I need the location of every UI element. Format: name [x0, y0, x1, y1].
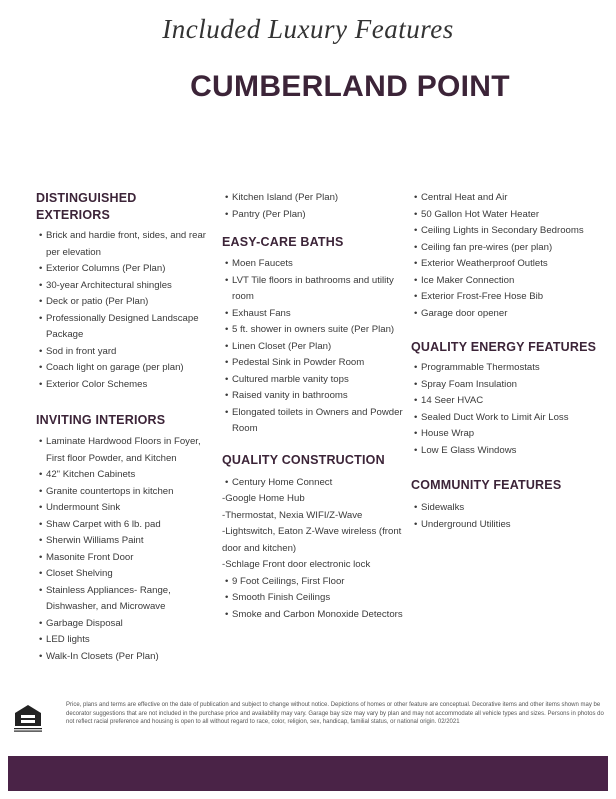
footer-bar	[8, 756, 608, 791]
construction-sub-list	[222, 491, 410, 574]
bullet-icon: •	[39, 345, 43, 357]
bullet-icon: •	[39, 634, 43, 645]
list-item-text: Sealed Duct Work to Limit Air Loss	[421, 411, 569, 423]
bullet-icon: •	[414, 428, 418, 439]
bullet-icon: •	[39, 551, 43, 563]
bullet-icon: •	[39, 485, 43, 497]
list-item-text: Exhaust Fans	[232, 307, 291, 319]
baths-list	[222, 256, 410, 438]
bullet-icon: •	[414, 362, 418, 373]
systems-list	[411, 190, 607, 322]
list-item-text: Exterior Weatherproof Outlets	[421, 258, 548, 269]
list-item	[36, 344, 214, 361]
equal-housing-icon	[14, 704, 42, 734]
exteriors-heading: DISTINGUISHED EXTERIORS	[36, 191, 137, 222]
list-item	[222, 322, 410, 339]
list-item	[222, 607, 410, 624]
column-3	[411, 190, 607, 533]
list-item	[222, 273, 410, 306]
bullet-icon: •	[414, 192, 418, 203]
list-item-text: Ceiling fan pre-wires (per plan)	[421, 241, 553, 253]
list-item-text: Programmable Thermostats	[421, 362, 540, 373]
list-item-text: 30-year Architectural shingles	[46, 279, 172, 291]
list-item-text: Ice Maker Connection	[421, 274, 515, 286]
bullet-icon: •	[414, 307, 418, 319]
list-item	[411, 223, 607, 240]
list-item-text: Spray Foam Insulation	[421, 378, 517, 390]
bullet-icon: •	[414, 208, 418, 220]
list-item-text: Professionally Designed Landscape Package	[46, 312, 199, 340]
bullet-icon: •	[39, 568, 43, 579]
bullet-icon: •	[39, 230, 43, 241]
list-item	[222, 524, 410, 557]
legal-disclaimer: Price, plans and terms are effective on the date of publication and subject to change without notice. Depictions of homes or other feature are conceptual. Decorative items and other items shown may be decorator suggestions that are not included in the purchase price and availability may vary. Garage bay size may vary by plan and may not accommodate all vehicle types and sizes. Persons in photos do not reflect racial preference and housing is open to all without regard to race, color, religion, sex, handicap, familial status, or national origin. 02/2021	[66, 702, 604, 726]
list-item-text: Brick and hardie front, sides, and rear per elevation	[46, 230, 206, 258]
list-item-text: Raised vanity in bathrooms	[232, 390, 348, 401]
page-title: Included Luxury Features	[162, 14, 454, 44]
list-item	[411, 426, 607, 443]
list-item-text: Century Home Connect	[232, 476, 333, 488]
list-item-text: Sod in front yard	[46, 345, 117, 357]
bullet-icon: •	[39, 279, 43, 291]
list-item	[222, 207, 410, 224]
bullet-icon: •	[225, 575, 229, 587]
list-item-text: Stainless Appliances- Range, Dishwasher, and Microwave	[46, 584, 171, 612]
list-item-text: Ceiling Lights in Secondary Bedrooms	[421, 225, 584, 236]
list-item-text: Smooth Finish Ceilings	[232, 592, 331, 603]
list-item	[411, 517, 607, 534]
list-item-text: -Lightswitch, Eaton Z-Wave wireless (front door and kitchen)	[222, 526, 402, 554]
bullet-icon: •	[414, 518, 418, 530]
bullet-icon: •	[414, 258, 418, 269]
list-item-text: Exterior Columns (Per Plan)	[46, 263, 166, 274]
list-item	[36, 434, 214, 467]
list-item	[36, 500, 214, 517]
bullet-icon: •	[39, 312, 43, 324]
list-item-text: Exterior Frost-Free Hose Bib	[421, 291, 544, 302]
list-item	[222, 475, 410, 492]
bullet-icon: •	[225, 324, 229, 335]
list-item-text: Linen Closet (Per Plan)	[232, 340, 332, 352]
list-item	[411, 393, 607, 410]
list-item	[36, 467, 214, 484]
list-item	[411, 207, 607, 224]
list-item-text: Moen Faucets	[232, 258, 293, 269]
list-item	[222, 339, 410, 356]
list-item-text: Shaw Carpet with 6 lb. pad	[46, 518, 161, 530]
list-item	[36, 616, 214, 633]
list-item	[222, 557, 410, 574]
list-item	[411, 256, 607, 273]
list-item	[222, 306, 410, 323]
bullet-icon: •	[225, 592, 229, 603]
list-item	[222, 590, 410, 607]
list-item	[36, 484, 214, 501]
list-item	[222, 388, 410, 405]
list-item	[222, 355, 410, 372]
bullet-icon: •	[39, 535, 43, 546]
bullet-icon: •	[39, 263, 43, 274]
bullet-icon: •	[225, 608, 229, 620]
list-item-text: Exterior Color Schemes	[46, 378, 148, 390]
list-item	[411, 500, 607, 517]
list-item-text: Central Heat and Air	[421, 192, 508, 203]
bullet-icon: •	[39, 436, 43, 447]
list-item	[36, 278, 214, 295]
list-item	[36, 649, 214, 666]
list-item-text: 50 Gallon Hot Water Heater	[421, 208, 540, 220]
list-item	[411, 360, 607, 377]
list-item-text: 9 Foot Ceilings, First Floor	[232, 575, 345, 587]
bullet-icon: •	[39, 296, 43, 307]
list-item	[411, 240, 607, 257]
list-item	[411, 190, 607, 207]
list-item-text: 14 Seer HVAC	[421, 395, 484, 406]
list-item	[222, 405, 410, 438]
construction-list-2	[222, 574, 410, 624]
community-heading: COMMUNITY FEATURES	[411, 478, 562, 492]
list-item	[36, 517, 214, 534]
list-item-text: House Wrap	[421, 428, 475, 439]
list-item-text: Closet Shelving	[46, 568, 113, 579]
bullet-icon: •	[414, 395, 418, 406]
interiors-list	[36, 434, 214, 665]
kitchen-list	[222, 190, 410, 223]
list-item-text: LVT Tile floors in bathrooms and utility room	[232, 274, 394, 302]
community-list	[411, 500, 607, 533]
bullet-icon: •	[39, 584, 43, 596]
list-item	[36, 566, 214, 583]
construction-heading: QUALITY CONSTRUCTION	[222, 452, 385, 467]
list-item-text: Walk-In Closets (Per Plan)	[46, 650, 159, 662]
list-item-text: Garage door opener	[421, 307, 508, 319]
community-name: CUMBERLAND POINT	[190, 70, 510, 103]
list-item-text: Sherwin Williams Paint	[46, 535, 144, 546]
list-item-text: Deck or patio (Per Plan)	[46, 296, 149, 307]
bullet-icon: •	[225, 274, 229, 286]
energy-heading: QUALITY ENERGY FEATURES	[411, 340, 597, 354]
list-item	[36, 550, 214, 567]
list-item-text: Elongated toilets in Owners and Powder Room	[232, 406, 403, 434]
list-item-text: Pedestal Sink in Powder Room	[232, 357, 365, 368]
bullet-icon: •	[39, 650, 43, 662]
list-item	[222, 491, 410, 508]
energy-list	[411, 360, 607, 459]
list-item	[411, 306, 607, 323]
construction-list	[222, 475, 410, 492]
list-item-text: Smoke and Carbon Monoxide Detectors	[232, 608, 403, 620]
bullet-icon: •	[225, 373, 229, 385]
list-item	[411, 410, 607, 427]
list-item	[222, 574, 410, 591]
list-item-text: Undermount Sink	[46, 502, 121, 513]
list-item-text: Masonite Front Door	[46, 551, 134, 563]
list-item-text: Coach light on garage (per plan)	[46, 362, 184, 373]
bullet-icon: •	[225, 476, 229, 488]
column-2	[222, 190, 410, 623]
list-item	[411, 377, 607, 394]
list-item	[36, 533, 214, 550]
list-item-text: Kitchen Island (Per Plan)	[232, 192, 339, 203]
list-item	[411, 273, 607, 290]
list-item-text: 5 ft. shower in owners suite (Per Plan)	[232, 324, 395, 335]
bullet-icon: •	[39, 617, 43, 629]
list-item	[36, 583, 214, 616]
list-item-text: Pantry (Per Plan)	[232, 208, 306, 220]
bullet-icon: •	[39, 378, 43, 390]
list-item-text: Granite countertops in kitchen	[46, 485, 174, 497]
bullet-icon: •	[225, 307, 229, 319]
list-item-text: Laminate Hardwood Floors in Foyer, First floor Powder, and Kitchen	[46, 436, 201, 464]
list-item	[222, 372, 410, 389]
bullet-icon: •	[414, 274, 418, 286]
list-item-text: LED lights	[46, 634, 90, 645]
bullet-icon: •	[225, 357, 229, 368]
bullet-icon: •	[414, 444, 418, 456]
list-item-text: -Thermostat, Nexia WIFI/Z-Wave	[222, 509, 363, 521]
bullet-icon: •	[414, 291, 418, 302]
list-item	[36, 377, 214, 394]
bullet-icon: •	[39, 502, 43, 513]
list-item	[36, 360, 214, 377]
list-item	[411, 289, 607, 306]
list-item	[36, 632, 214, 649]
list-item	[222, 190, 410, 207]
bullet-icon: •	[414, 502, 418, 513]
bullet-icon: •	[414, 411, 418, 423]
column-1	[36, 190, 214, 665]
list-item-text: Low E Glass Windows	[421, 444, 517, 456]
exteriors-list	[36, 228, 214, 393]
interiors-heading: INVITING INTERIORS	[36, 413, 166, 427]
equal-housing-logo	[14, 704, 42, 739]
list-item	[411, 443, 607, 460]
list-item	[222, 508, 410, 525]
list-item-text: Garbage Disposal	[46, 617, 123, 629]
baths-heading: EASY-CARE BATHS	[222, 235, 344, 249]
bullet-icon: •	[225, 258, 229, 269]
list-item	[36, 261, 214, 278]
list-item-text: 42" Kitchen Cabinets	[46, 469, 136, 480]
bullet-icon: •	[414, 225, 418, 236]
list-item	[36, 228, 214, 261]
list-item-text: -Google Home Hub	[222, 493, 305, 504]
bullet-icon: •	[225, 406, 229, 418]
bullet-icon: •	[39, 362, 43, 373]
bullet-icon: •	[225, 340, 229, 352]
bullet-icon: •	[39, 469, 43, 480]
list-item	[36, 294, 214, 311]
list-item	[222, 256, 410, 273]
bullet-icon: •	[39, 518, 43, 530]
bullet-icon: •	[225, 390, 229, 401]
list-item-text: Underground Utilities	[421, 518, 511, 530]
bullet-icon: •	[225, 192, 229, 203]
bullet-icon: •	[414, 241, 418, 253]
list-item	[36, 311, 214, 344]
bullet-icon: •	[414, 378, 418, 390]
list-item-text: -Schlage Front door electronic lock	[222, 559, 371, 570]
list-item-text: Sidewalks	[421, 502, 465, 513]
bullet-icon: •	[225, 208, 229, 220]
list-item-text: Cultured marble vanity tops	[232, 373, 349, 385]
